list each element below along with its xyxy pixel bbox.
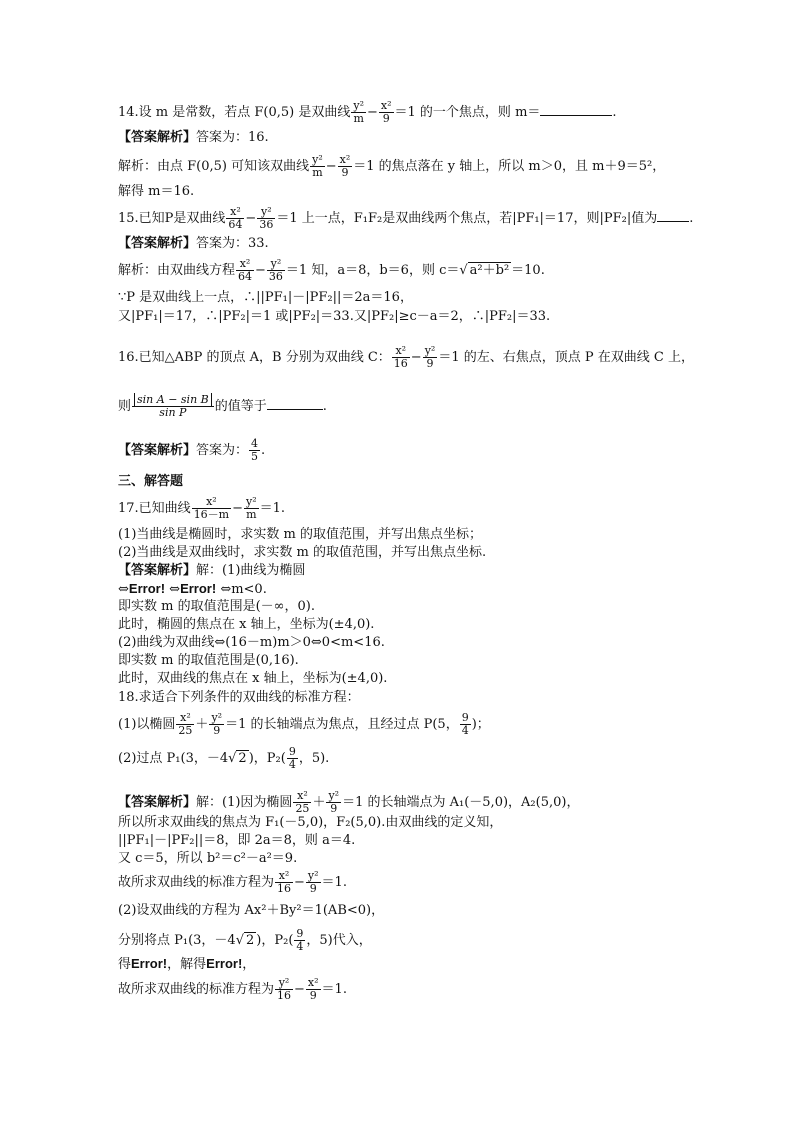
q17-line-5: 即实数 m 的取值范围是(0,16). <box>118 653 299 668</box>
q17-answer: 【答案解析】解：(1)曲线为椭圆 <box>118 563 306 578</box>
q17-line-3: 此时，椭圆的焦点在 x 轴上，坐标为(±4,0). <box>118 617 375 632</box>
q14-solution: 解析：由点 F(0,5) 可知该双曲线 $\frac{\text{y²}}{m}$ − $\frac{\text{x²}}{9}$ ＝1 的焦点落在 y 轴上，所以 m＞0，且 m＋9＝5²， <box>118 153 666 179</box>
q14-solution-end: 解得 m＝16. <box>118 184 195 199</box>
q17-line-4: (2)曲线为双曲线⇔(16－m)m＞0⇔0<m<16. <box>118 635 385 650</box>
q18-line-2: 所以所求双曲线的焦点为 F₁(－5,0)，F₂(5,0).由双曲线的定义知， <box>118 815 503 830</box>
answer-blank <box>540 103 612 116</box>
q18-line-6: (2)设双曲线的方程为 Ax²＋By²＝1(AB<0)， <box>118 903 385 918</box>
q14-fraction-x: $\frac{\text{x²}}{9}$ <box>380 99 392 125</box>
q18-line-3: ||PF₁|－|PF₂||＝8，即 2a＝8，则 a＝4. <box>118 833 356 848</box>
q18-line-7: 分别将点 P₁(3，－4√ 2 )，P₂( $\frac{9}{4}$ ，5)代入， <box>118 927 372 953</box>
q15-answer: 【答案解析】答案为：33. <box>118 236 269 251</box>
q15-solution: 解析：由双曲线方程 $\frac{\text{x²}}{64}$ − $\frac{\text{y²}}{36}$ ＝1 知，a＝8，b＝6，则 c＝√ a²＋b² ＝10. <box>118 257 545 283</box>
answer-text: 答案为：16. <box>196 130 269 145</box>
q14-stem: 14.设 m 是常数，若点 F(0,5) 是双曲线 $\frac{\text{y²}}{m}$ − $\frac{\text{x²}}{9}$ ＝1 的一个焦点，则 m＝ . <box>118 99 617 125</box>
answer-blank <box>657 209 689 222</box>
q17-stem: 17.已知曲线 $\frac{\text{x²}}{16-m}$ − $\frac{\text{y²}}{m}$ ＝1. <box>118 495 286 521</box>
sqrt-expression: a²＋b² <box>469 263 510 278</box>
answer-tag: 【答案解析】 <box>118 130 197 145</box>
q15-solution-2: ∵P 是双曲线上一点，∴||PF₁|－|PF₂||＝2a＝16， <box>118 290 413 305</box>
q16-stem: 16.已知△ABP 的顶点 A，B 分别为双曲线 C： $\frac{\text{x²}}{16}$ − $\frac{\text{y²}}{9}$ ＝1 的左、右焦点，顶点 P 在双曲线 C 上， <box>118 344 694 370</box>
section-heading: 三、解答题 <box>118 474 184 489</box>
q18-stem: 18.求适合下列条件的双曲线的标准方程： <box>118 690 360 705</box>
q15-solution-3: 又|PF₁|＝17，∴|PF₂|＝1 或|PF₂|＝33.又|PF₂|≥c－a＝2，∴|PF₂|＝33. <box>118 309 551 324</box>
q18-line-4: 又 c＝5，所以 b²＝c²－a²＝9. <box>118 851 298 866</box>
q17-part-1: (1)当曲线是椭圆时，求实数 m 的取值范围，并写出焦点坐标； <box>118 527 483 542</box>
q16-answer: 【答案解析】答案为： $\frac{4}{5}$ . <box>118 437 266 463</box>
q14-answer <box>118 130 269 146</box>
q14-fraction-y: $\frac{\text{y²}}{m}$ <box>353 99 364 125</box>
q18-line-5: 故所求双曲线的标准方程为 $\frac{\text{x²}}{16}$ − $\frac{\text{y²}}{9}$ ＝1. <box>118 869 347 895</box>
q17-line-6: 此时，双曲线的焦点在 x 轴上，坐标为(±4,0). <box>118 671 388 686</box>
q18-part-2: (2)过点 P₁(3，－4√ 2 )，P₂( $\frac{9}{4}$ ，5). <box>118 745 330 771</box>
q17-part-2: (2)当曲线是双曲线时，求实数 m 的取值范围，并写出焦点坐标. <box>118 545 487 560</box>
answer-blank <box>267 397 323 410</box>
q15-stem: 15.已知P是双曲线 $\frac{\text{x²}}{64}$ − $\frac{\text{y²}}{36}$ ＝1 上一点，F₁F₂是双曲线两个焦点，若|PF₁|＝17，则|PF₂|值为 . <box>118 205 694 231</box>
q14-stem-text: 14.设 m 是常数，若点 F(0,5) 是双曲线 <box>118 105 351 120</box>
q18-answer: 【答案解析】解：(1)因为椭圆 $\frac{\text{x²}}{25}$ ＋ $\frac{\text{y²}}{9}$ ＝1 的长轴端点为 A₁(－5,0)，A₂(5,0)， <box>118 789 580 815</box>
q17-line-1: ⇔Error! ⇔Error! ⇔m<0. <box>118 581 267 597</box>
q18-part-1: (1)以椭圆 $\frac{\text{x²}}{25}$ ＋ $\frac{\text{y²}}{9}$ ＝1 的长轴端点为焦点，且经过点 P(5， $\frac{9}{4}$ )； <box>118 711 490 737</box>
q17-line-2: 即实数 m 的取值范围是(－∞，0). <box>118 599 315 614</box>
q16-stem-2: 则 $\frac{\text{sin A − sin B}}{\text{sin P}}$ 的值等于 . <box>118 393 327 419</box>
q18-line-9: 故所求双曲线的标准方程为 $\frac{\text{y²}}{16}$ − $\frac{\text{x²}}{9}$ ＝1. <box>118 976 347 1002</box>
q18-line-8: 得Error!，解得Error!， <box>118 956 256 972</box>
